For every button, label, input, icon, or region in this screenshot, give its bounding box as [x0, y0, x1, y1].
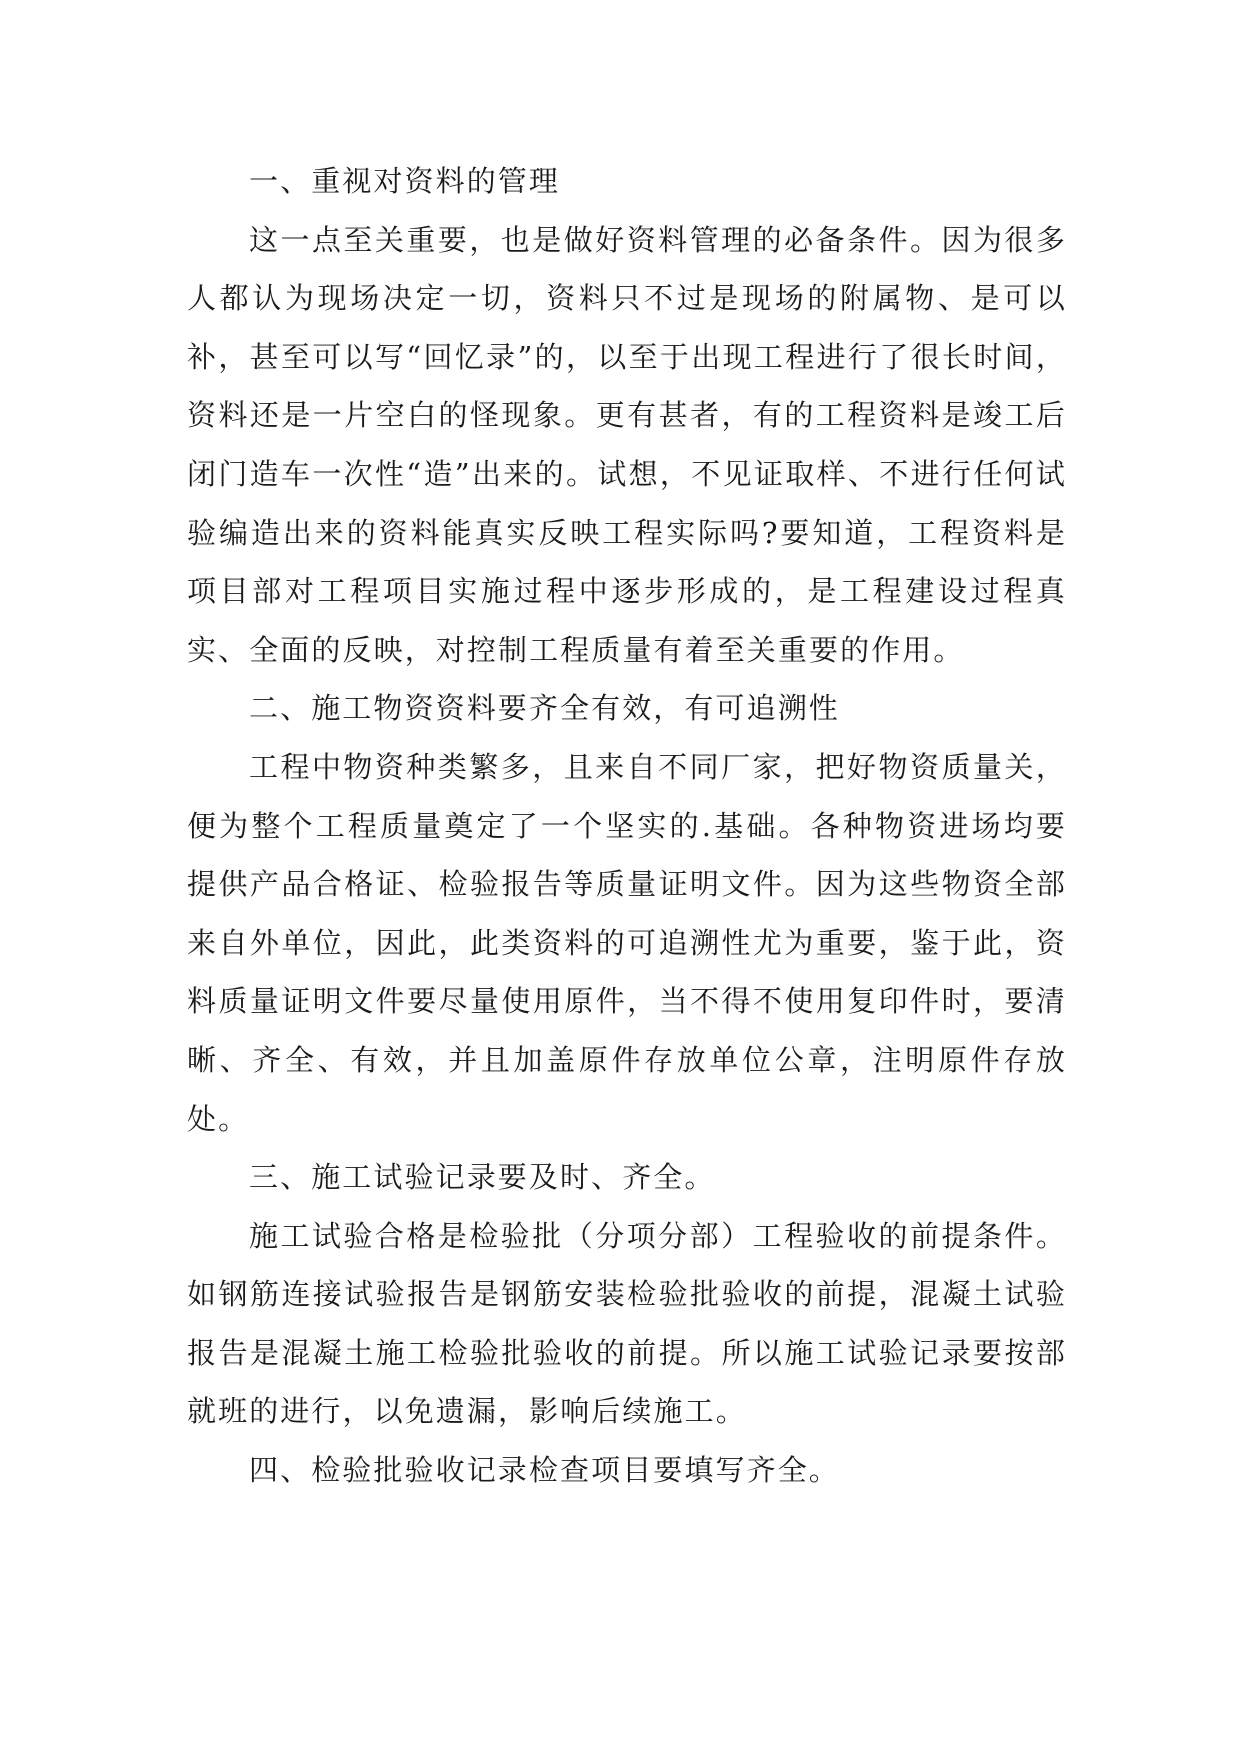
- section-heading-4: 四、检验批验收记录检查项目要填写齐全。: [249, 1453, 840, 1488]
- section-heading-1: 一、重视对资料的管理: [249, 164, 561, 198]
- section-heading-2: 二、施工物资资料要齐全有效，有可追溯性: [249, 691, 840, 726]
- document-body: [187, 152, 1067, 1500]
- body-paragraph-1: 这一点至关重要，也是做好资料管理的必备条件。因为很多人都认为现场决定一切，资料只不过是现场的附属物、是可以补，甚至可以写“回忆录”的，以至于出现工程进行了很长时间，资料还是一片空白的怪现象。更有甚者，有的工程资料是竣工后闭门造车一次性“造”出来的。试想，不见证取样、不进行任何试验编造出来的资料能真实反映工程实际吗?要知道，工程资料是项目部对工程项目实施过程中逐步形成的，是工程建设过程真实、全面的反映，对控制工程质量有着至关重要的作用。: [187, 222, 1067, 667]
- section-heading-3: 三、施工试验记录要及时、齐全。: [249, 1160, 716, 1195]
- body-paragraph-2: 工程中物资种类繁多，且来自不同厂家，把好物资质量关，便为整个工程质量奠定了一个坚实的.基础。各种物资进场均要提供产品合格证、检验报告等质量证明文件。因为这些物资全部来自外单位，因此，此类资料的可追溯性尤为重要，鉴于此，资料质量证明文件要尽量使用原件，当不得不使用复印件时，要清晰、齐全、有效，并且加盖原件存放单位公章，注明原件存放处。: [187, 749, 1067, 1136]
- body-paragraph-3: 施工试验合格是检验批（分项分部）工程验收的前提条件。如钢筋连接试验报告是钢筋安装检验批验收的前提，混凝土试验报告是混凝土施工检验批验收的前提。所以施工试验记录要按部就班的进行，以免遗漏，影响后续施工。: [187, 1218, 1067, 1429]
